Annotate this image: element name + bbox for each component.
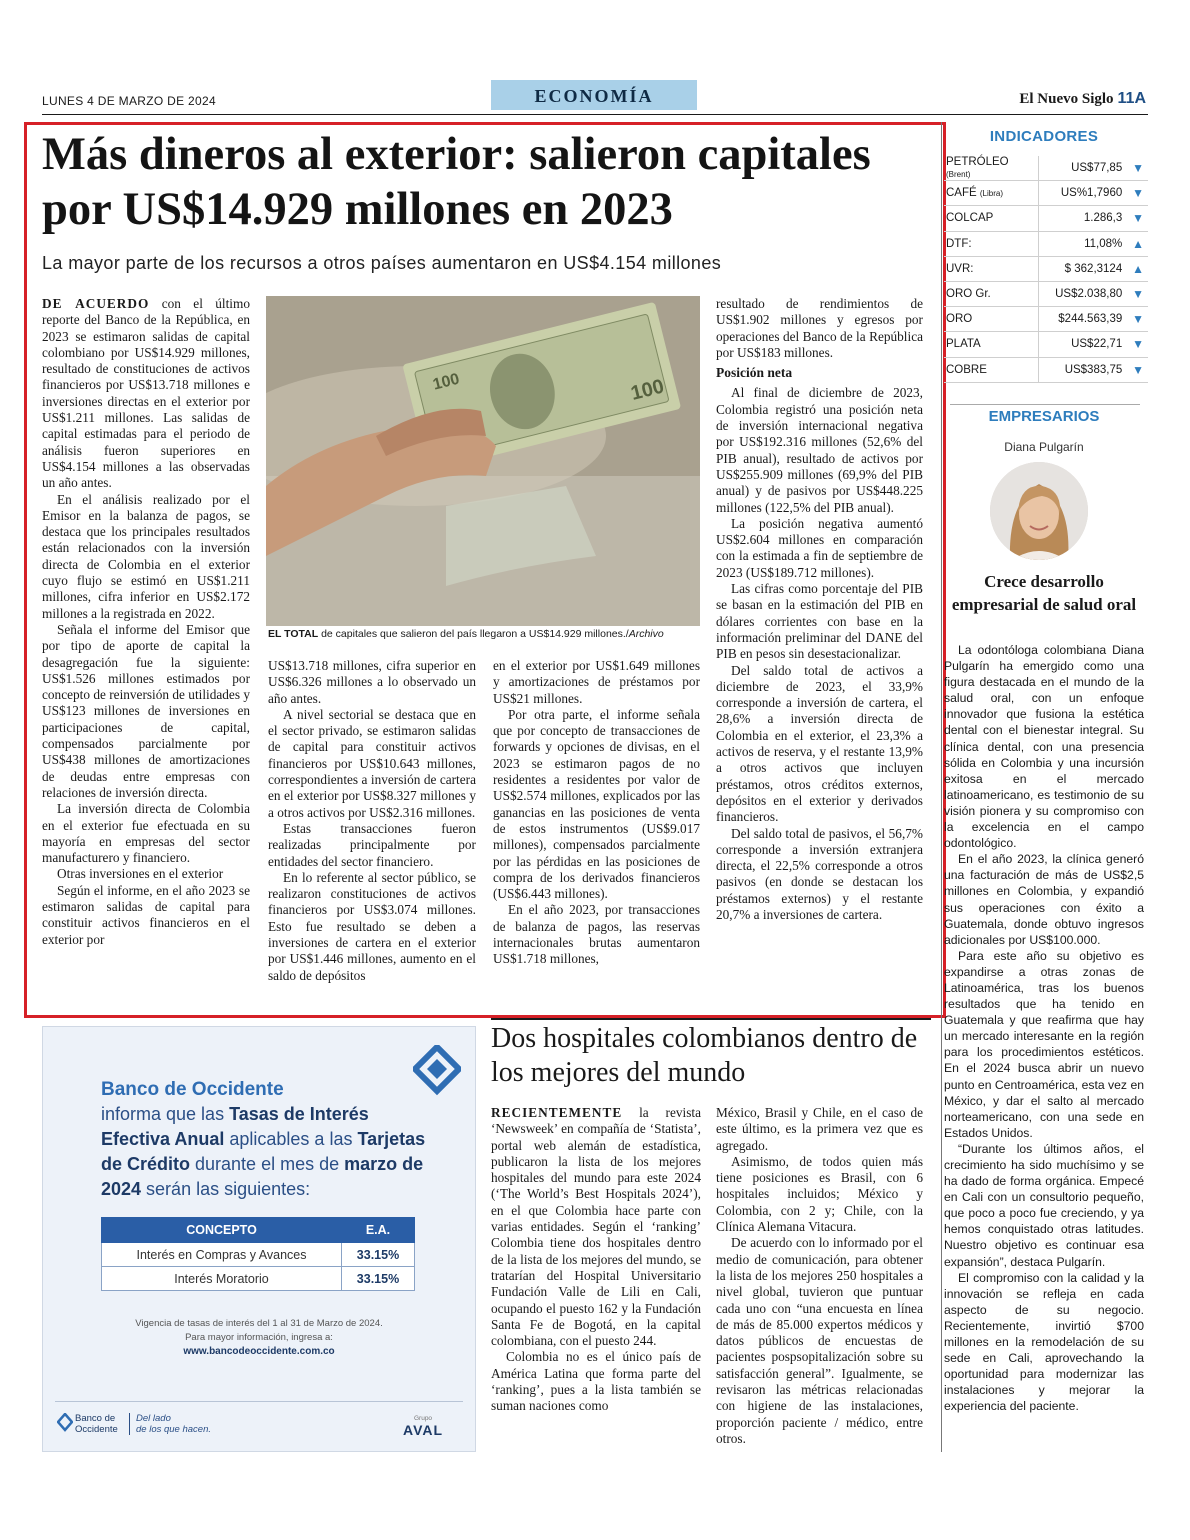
aval-logo: Grupo AVAL: [403, 1415, 444, 1438]
paragraph: US$13.718 millones, cifra superior en US$6.326 millones a lo observado un año antes.: [268, 658, 476, 706]
indicator-value: 11,08%: [1039, 231, 1129, 256]
svg-text:100: 100: [431, 370, 462, 394]
ad-logo-text: Banco de Occidente: [75, 1413, 118, 1435]
rates-row: [102, 1243, 415, 1267]
trend-down-icon: ▼: [1128, 281, 1148, 306]
rates-table-header: CONCEPTO: [102, 1218, 342, 1243]
rate-value: 33.15%: [342, 1267, 415, 1291]
sidebar-section-divider: [950, 404, 1140, 405]
ad-brand: Banco de Occidente: [101, 1079, 284, 1100]
paragraph: Según el informe, en el año 2023 se estimaron salidas de capital para constituir activos financieros en el exterior por: [42, 882, 250, 947]
portrait-illustration: [990, 462, 1088, 560]
main-column-4: [716, 296, 923, 923]
profile-name: Diana Pulgarín: [1004, 440, 1084, 454]
indicator-row: [944, 332, 1148, 357]
masthead: [1019, 90, 1146, 108]
article-lead: DE ACUERDO: [42, 296, 150, 311]
paragraph: Estas transacciones fueron realizadas principalmente por entidades del sector financiero.: [268, 820, 476, 869]
indicator-value: $244.563,39: [1039, 307, 1129, 332]
indicator-name: UVR:: [944, 256, 1039, 281]
indicator-row: [944, 357, 1148, 382]
indicator-value: US$77,85: [1039, 156, 1129, 181]
indicator-value: US%1,7960: [1039, 181, 1129, 206]
indicator-row: [944, 181, 1148, 206]
newspaper-name: El Nuevo Siglo: [1019, 91, 1114, 107]
caption-lead: EL TOTAL: [268, 628, 319, 640]
indicator-name: PETRÓLEO (Brent): [944, 156, 1039, 181]
indicator-row: [944, 156, 1148, 181]
indicator-row: [944, 307, 1148, 332]
paragraph: En lo referente al sector público, se realizaron constituciones de activos financieros por US$3.074 millones. Esto fue resultado se deben a inversiones de cartera en el exterior por US$1.446 millones, aumento en el saldo de depósitos: [268, 869, 476, 983]
indicator-row: [944, 281, 1148, 306]
rates-table-header: E.A.: [342, 1218, 415, 1243]
trend-down-icon: ▼: [1128, 307, 1148, 332]
indicators-title: INDICADORES: [989, 128, 1099, 145]
money-illustration: [266, 296, 700, 626]
main-column-2: [268, 658, 476, 984]
indicators-table: [944, 156, 1148, 383]
trend-up-icon: ▲: [1128, 231, 1148, 256]
paragraph: El compromiso con la calidad y la innovación se refleja en cada aspecto de su negocio. Recientemente, invirtió $700 millones en la remodelación de su sede en Cali, aprovechando la oportunidad para modernizar las instalaciones y mejorar la experiencia del paciente.: [944, 1270, 1144, 1414]
main-article-title: Más dineros al exterior: salieron capitales por US$14.929 millones en 2023: [42, 129, 871, 235]
rate-value: 33.15%: [342, 1243, 415, 1267]
paragraph: Señala el informe del Emisor que por tipo de aporte de capital la desagregación fue la siguiente: US$1.526 millones estimados por concepto de reinversión de utilidades y US$123 millones de inversiones en participaciones de capital, compensados parcialmente por US$438 millones de amortizaciones de deudas entre empresas con relaciones de inversión directa.: [42, 621, 250, 800]
indicator-value: US$2.038,80: [1039, 281, 1129, 306]
profile-photo: [990, 462, 1088, 560]
svg-text:100: 100: [628, 375, 667, 405]
indicator-name: DTF:: [944, 231, 1039, 256]
money-photo: [266, 296, 700, 626]
profile-headline: Crece desarrollo empresarial de salud oral: [951, 572, 1137, 614]
sidebar-divider: [941, 122, 942, 1452]
paragraph: En el análisis realizado por el Emisor en la balanza de pagos, se destaca que los principales resultados están relacionados con la inversión directa de Colombia en el exterior cuyo flujo se estimó en US$1.211 millones, cifra inferior en US$2.172 millones a la registrada en 2022.: [42, 491, 250, 621]
paragraph: [42, 296, 250, 492]
paragraph: Asimismo, de todos quien más tiene posiciones es Brasil, con 6 hospitales incluidos; México y Colombia, con 2 y; Chile, con la Clínica Alemana Vitacura.: [716, 1153, 923, 1235]
paragraph: Al final de diciembre de 2023, Colombia registró una posición neta de inversión internacional negativa por US$192.316 millones (52,6% del PIB anual), resultado de activos por US$255.909 millones (69,9% del PIB anual) y de pasivos por US$448.225 millones (122,5% del PIB anual).: [716, 385, 923, 515]
caption-text: de capitales que salieron del país llegaron a US$14.929 millones./: [318, 628, 629, 640]
paragraph-text: la revista ‘Newsweek’ en compañía de ‘Statista’, portal web alemán de estadística, publicaron la lista de los mejores hospitales del mundo para este 2024 (‘The World’s Best Hospitals 2024’), en el que Colombia hace parte con varias entidades. Según el ‘ranking’ Colombia tiene dos hospitales dentro de la lista de los mejores del mundo, se tratarían del Hospital Universitario Fundación Valle de Lili en Cali, ocupando el puesto 162 y la Fundación Santa Fe de Bogotá, en la capital colombiana, con el puesto 244.: [491, 1105, 701, 1349]
rate-concept: Interés Moratorio: [102, 1267, 342, 1291]
ad-footnote: Vigencia de tasas de interés del 1 al 31 de Marzo de 2024. Para mayor información, ingresa a: www.bancodeoccidente.com.co: [135, 1318, 383, 1357]
indicator-row: [944, 256, 1148, 281]
indicator-value: US$383,75: [1039, 357, 1129, 382]
paragraph: México, Brasil y Chile, en el caso de este último, es la primera vez que es agregado.: [716, 1105, 923, 1153]
hospitals-column-1: [491, 1105, 701, 1415]
paragraph: “Durante los últimos años, el crecimiento ha sido muchísimo y se ha dado de forma orgánica. Empecé en Cali con un consultorio pequeño, que poco a poco fue creciendo, y ya hemos conquistado otras latitudes. Nuestro objetivo es continuar esa expansión”, destaca Pulgarín.: [944, 1141, 1144, 1269]
paragraph: Del saldo total de activos a diciembre de 2023, el 33,9% corresponde a inversión de cartera, el 28,6% a inversión directa de Colombia en el exterior, el 23,3% a activos de reserva, y el restante 13,9% a otros activos que incluyen préstamos, otros créditos externos, depósitos en el exterior y derivados financieros.: [716, 662, 923, 825]
main-column-1: [42, 296, 250, 948]
paragraph: En el año 2023, la clínica generó una facturación de más de US$2,5 millones en Colombia, y expandió sus operaciones con éxito a Guatemala, donde obtuvo ingresos adicionales por US$100.000.: [944, 852, 1144, 947]
article-divider: [491, 1018, 931, 1020]
profile-body: [944, 642, 1144, 1415]
indicator-name: ORO: [944, 307, 1039, 332]
paragraph: en el exterior por US$1.649 millones y amortizaciones de préstamos por US$21 millones.: [493, 658, 700, 706]
indicator-name: COLCAP: [944, 206, 1039, 231]
paragraph: En el año 2023, por transacciones de balanza de pagos, las reservas internacionales brutas aumentaron US$1.718 millones,: [493, 902, 700, 967]
rates-table: [101, 1217, 415, 1291]
issue-date: LUNES 4 DE MARZO DE 2024: [42, 94, 216, 108]
rate-concept: Interés en Compras y Avances: [102, 1243, 342, 1267]
indicator-value: $ 362,3124: [1039, 256, 1129, 281]
ad-url-link[interactable]: www.bancodeoccidente.com.co: [183, 1346, 335, 1357]
paragraph: Por otra parte, el informe señala que por concepto de transacciones de forwards y opciones de divisas, en el 2023 se estimaron pagos de no residentes a residentes por valor de US$2.574 millones, explicados por las ganancias en las posiciones de venta de estos instrumentos (US$9.017 millones), compensados parcialmente por las pérdidas en las posiciones de compra de los derivados financieros (US$6.443 millones).: [493, 706, 700, 902]
paragraph: La odontóloga colombiana Diana Pulgarín ha emergido como una figura destacada en el mundo de la salud oral, con un enfoque innovador que fusiona la estética dental con el bienestar integral. Su clínica dental, con una presencia sólida en Colombia y una incursión exitosa en el mercado latinoamericano, es testimonio de su visión pionera y su compromiso con la excelencia en el campo odontológico.: [944, 643, 1144, 851]
trend-up-icon: ▲: [1128, 256, 1148, 281]
indicator-name: CAFÉ (Libra): [944, 181, 1039, 206]
paragraph: Colombia no es el único país de América Latina que forma parte del ‘ranking’, pues a la lista también se suman naciones como: [491, 1349, 701, 1414]
empresarios-title: EMPRESARIOS: [988, 408, 1100, 425]
indicator-name: COBRE: [944, 357, 1039, 382]
bank-small-logo-icon: [57, 1413, 73, 1433]
hospitals-article-title: Dos hospitales colombianos dentro de los mejores del mundo: [491, 1023, 918, 1088]
ad-slogan: Del lado de los que hacen.: [129, 1413, 211, 1435]
paragraph: La posición negativa aumentó US$2.604 millones en comparación con la estimada a fin de septiembre de 2023 (US$189.712 millones).: [716, 515, 923, 580]
header-divider: [42, 114, 1148, 115]
indicator-name: PLATA: [944, 332, 1039, 357]
trend-down-icon: ▼: [1128, 357, 1148, 382]
bank-advertisement[interactable]: [42, 1026, 476, 1452]
main-article-subtitle: La mayor parte de los recursos a otros países aumentaron en US$4.154 millones: [42, 253, 722, 273]
page-number: 11A: [1117, 90, 1146, 107]
photo-caption: [268, 628, 702, 640]
indicator-row: [944, 231, 1148, 256]
ad-divider: [55, 1401, 463, 1402]
ad-message: Banco de Occidente informa que las Tasas de Interés Efectiva Anual aplicables a las Tarjetas de Crédito durante el mes de marzo de 2024 serán las siguientes:: [101, 1079, 426, 1199]
paragraph: resultado de rendimientos de US$1.902 millones y egresos por operaciones del Banco de la República por US$183 millones.: [716, 296, 923, 360]
hospitals-column-2: [716, 1105, 923, 1447]
paragraph: Las cifras como porcentaje del PIB se basan en la estimación del PIB en dólares corrientes con base en la información preliminar del DANE del PIB en pesos sin desestacionalizar.: [716, 581, 923, 662]
indicator-value: 1.286,3: [1039, 206, 1129, 231]
paragraph-text: con el último reporte del Banco de la República, en 2023 se estimaron salidas de capital colombiano por US$14.929 millones, resultado de constituciones de activos financieros por US$13.718 millones e inversiones directas en el exterior por US$1.211 millones. Las salidas de capital estimadas para el periodo de análisis fueron superiores en US$4.154 millones a las observadas un año antes.: [42, 296, 250, 491]
paragraph: La inversión directa de Colombia en el exterior fue efectuada en su mayoría en empresas del sector manufacturero y financiero.: [42, 801, 250, 866]
caption-credit: Archivo: [628, 628, 664, 640]
paragraph: Del saldo total de pasivos, el 56,7% corresponde a inversión extranjera directa, el 22,5% corresponde a otros pasivos (en donde se destacan los préstamos externos) y el restante 20,7% a inversiones de cartera.: [716, 825, 923, 922]
paragraph: Otras inversiones en el exterior: [57, 866, 224, 882]
paragraph: De acuerdo con lo informado por el medio de comunicación, para obtener la lista de los mejores 250 hospitales a nivel global, tuvieron que puntuar cada uno con “una encuesta en línea de más de 85.000 expertos médicos y datos públicos de encuestas de pacientes pospsopitalización sobre su satisfacción general”. Igualmente, se revisaron las métricas relacionadas con higiene de las instalaciones, proporción paciente / médico, entre otros.: [716, 1235, 923, 1446]
subheading: Posición neta: [716, 365, 793, 381]
trend-down-icon: ▼: [1128, 332, 1148, 357]
paragraph: Para este año su objetivo es expandirse a otras zonas de Latinoamérica, tras los buenos resultados que ha tenido en Guatemala y que reafirma que hay un mercado interesante en la región para los procedimientos estéticos. En el 2024 busca abrir un nuevo punto en Centroamérica, esta vez en México, y dar el salto al mercado norteamericano, con una sede en Estados Unidos.: [944, 948, 1144, 1140]
main-column-3: [493, 658, 700, 968]
trend-down-icon: ▼: [1128, 181, 1148, 206]
trend-down-icon: ▼: [1128, 156, 1148, 181]
paragraph: [491, 1105, 701, 1349]
trend-down-icon: ▼: [1128, 206, 1148, 231]
article-lead: RECIENTEMENTE: [491, 1105, 623, 1120]
paragraph: A nivel sectorial se destaca que en el sector privado, se estimaron salidas de capital para constituir activos financieros por US$10.643 millones, correspondientes a inversión de cartera en el exterior por US$8.327 millones y a otros activos por US$2.316 millones.: [268, 706, 476, 820]
indicator-value: US$22,71: [1039, 332, 1129, 357]
indicator-row: [944, 206, 1148, 231]
indicator-name: ORO Gr.: [944, 281, 1039, 306]
section-banner: ECONOMÍA: [491, 80, 697, 110]
rates-row: [102, 1267, 415, 1291]
